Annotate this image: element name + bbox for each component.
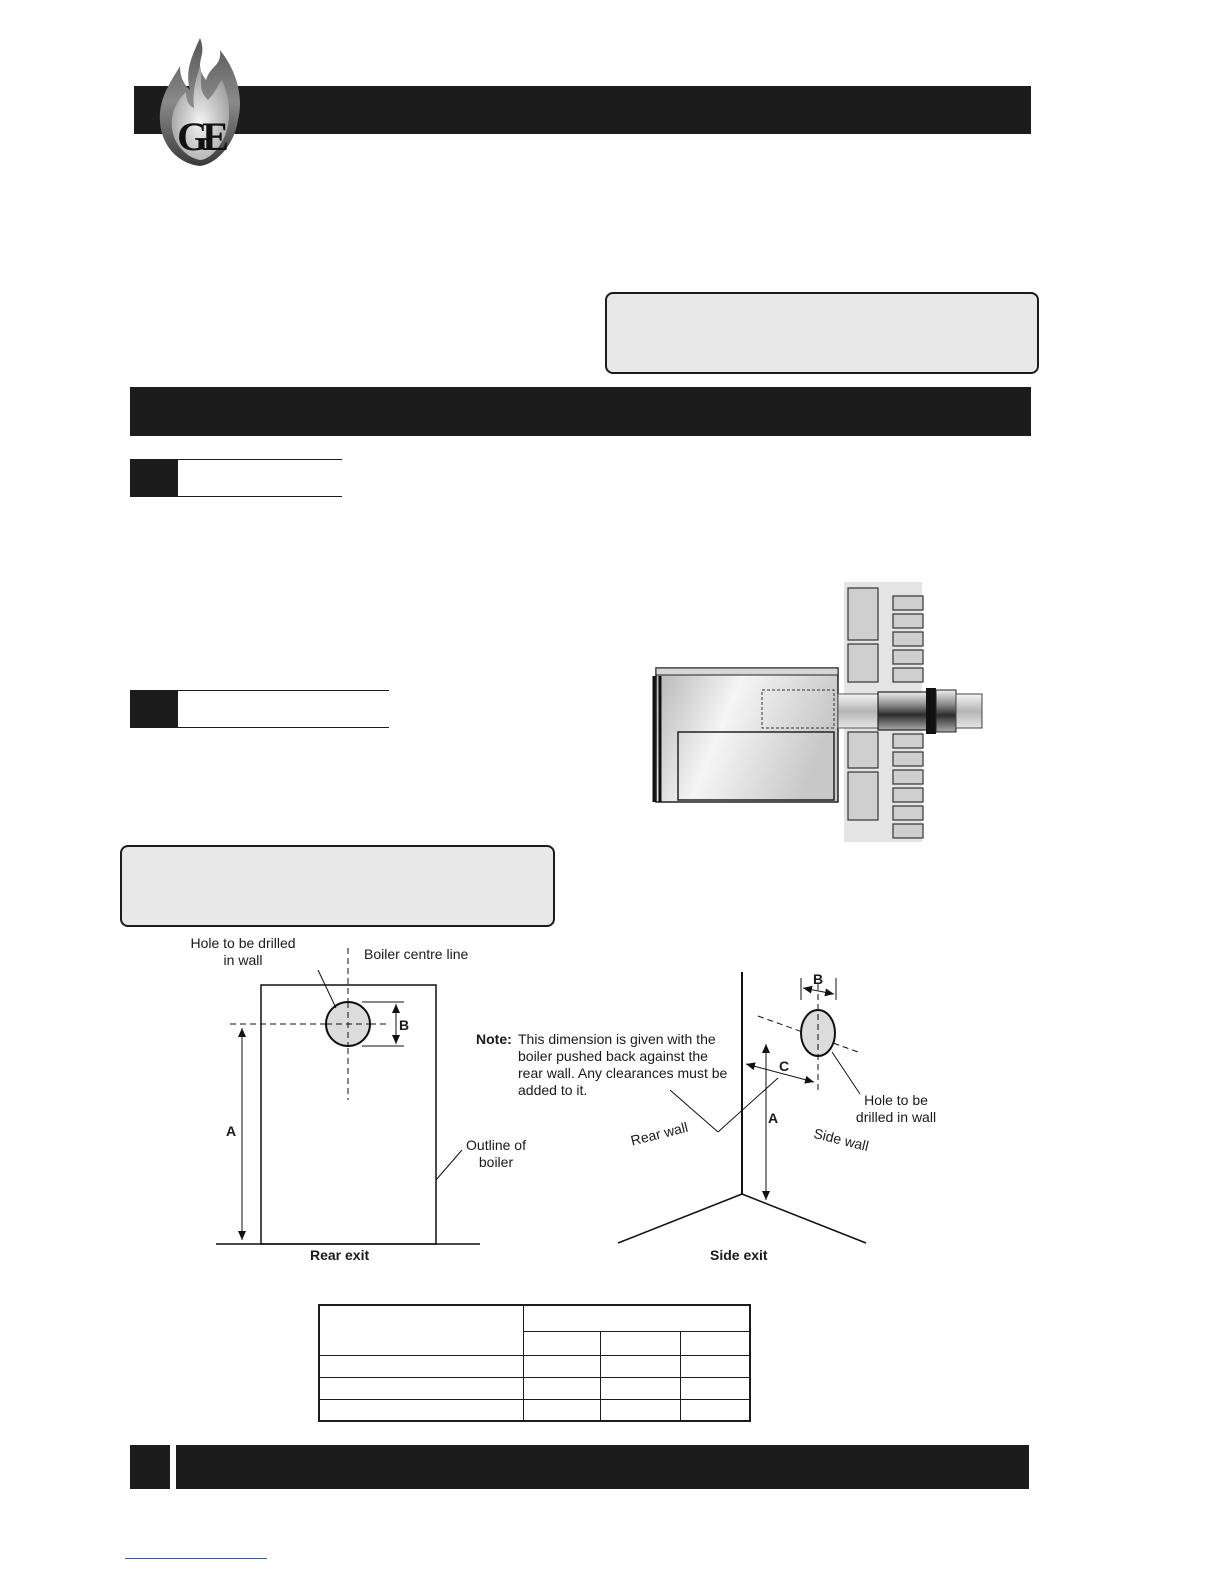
footer-page-number-block xyxy=(130,1445,170,1489)
side-exit-note-label: Note: xyxy=(476,1031,512,1047)
side-exit-rear-wall-label: Rear wall xyxy=(629,1118,690,1149)
dimensions-table xyxy=(318,1304,751,1422)
subsection-number-tab-1 xyxy=(130,459,178,497)
table-cell xyxy=(319,1377,524,1399)
table-cell xyxy=(319,1355,524,1377)
table-cell xyxy=(601,1355,681,1377)
table-header-cell xyxy=(601,1331,681,1355)
rear-exit-caption: Rear exit xyxy=(310,1247,370,1263)
section-bar xyxy=(130,387,1031,436)
side-exit-dim-b-label: B xyxy=(813,971,824,987)
table-row xyxy=(319,1377,750,1399)
logo-letters: GE xyxy=(177,114,223,159)
side-exit-note-text: This dimension is given with the boiler pushed back against the rear wall. Any clearances must be added to it. xyxy=(518,1031,728,1098)
table-cell xyxy=(524,1377,601,1399)
table-header-cell xyxy=(681,1331,751,1355)
footer-bar xyxy=(176,1445,1029,1489)
side-exit-side-wall-label: Side wall xyxy=(812,1125,871,1155)
table-cell xyxy=(681,1377,751,1399)
table-cell xyxy=(601,1399,681,1421)
side-exit-caption: Side exit xyxy=(710,1247,768,1263)
flue-through-wall-illustration xyxy=(650,580,990,845)
table-cell xyxy=(524,1399,601,1421)
ge-flame-logo-icon xyxy=(150,36,250,168)
table-cell xyxy=(601,1377,681,1399)
table-row xyxy=(319,1355,750,1377)
table-header-cell xyxy=(524,1331,601,1355)
side-exit-dim-c-label: C xyxy=(779,1058,790,1074)
table-header-cell xyxy=(319,1305,524,1355)
side-exit-hole-label: Hole to be drilled in wall xyxy=(855,1092,937,1125)
rear-exit-centre-line-label: Boiler centre line xyxy=(364,946,469,962)
rear-exit-diagram xyxy=(200,940,500,1260)
subsection-heading-rule-1 xyxy=(178,459,342,497)
rear-exit-hole-label: Hole to be drilled in wall xyxy=(190,935,296,968)
rear-exit-dim-a-label: A xyxy=(226,1123,237,1139)
subsection-heading-rule-2 xyxy=(178,690,389,728)
note-box-top xyxy=(605,292,1039,374)
rear-exit-outline-label: Outline of boiler xyxy=(466,1137,526,1170)
side-exit-dim-a-label: A xyxy=(768,1110,779,1126)
table-row xyxy=(319,1399,750,1421)
subsection-number-tab-2 xyxy=(130,690,178,728)
footer-link-underline[interactable] xyxy=(125,1558,267,1559)
table-cell xyxy=(524,1355,601,1377)
table-cell xyxy=(319,1399,524,1421)
table-header-cell xyxy=(524,1305,751,1331)
note-box-lower xyxy=(120,845,555,927)
rear-exit-dim-b-label: B xyxy=(399,1017,410,1033)
table-cell xyxy=(681,1399,751,1421)
header-bar xyxy=(134,86,1031,134)
table-cell xyxy=(681,1355,751,1377)
